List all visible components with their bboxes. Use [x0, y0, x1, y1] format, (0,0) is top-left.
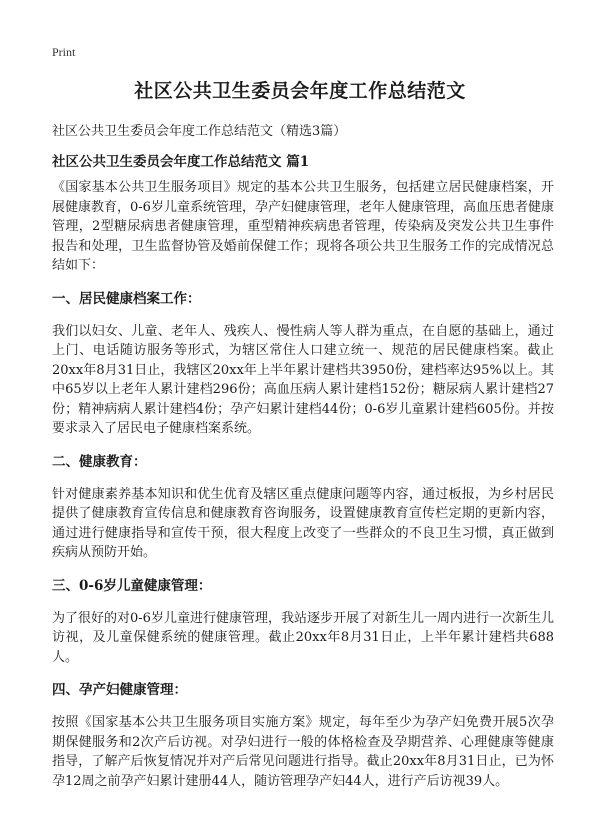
intro-paragraph: 《国家基本公共卫生服务项目》规定的基本公共卫生服务，包括建立居民健康档案，开展健康教育，0-6岁儿童系统管理，孕产妇健康管理，老年人健康管理，高血压患者健康管理，2型糖尿病患者健康管理，重型精神疾病患者管理，传染病及突发公共卫生事件报告和处理，卫生监督协管及婚前保健工作；现将各项公共卫生服务工作的完成情况总结如下：: [52, 180, 554, 273]
section-body-health-records: 我们以妇女、儿童、老年人、残疾人、慢性病人等人群为重点，在自愿的基础上，通过上门、电话随访服务等形式，为辖区常住人口建立统一、规范的居民健康档案。截止20xx年8月31日止，我辖区20xx年上半年累计建档共3950份，建档率达95%以上。其中65岁以上老年人累计建档296份；高血压病人累计建档152份；糖尿病人累计建档27份；精神病病人累计建档4份；孕产妇累计建档44份；0-6岁儿童累计建档605份。并按要求录入了居民电子健康档案系统。: [52, 323, 554, 436]
page-title: 社区公共卫生委员会年度工作总结范文: [134, 80, 466, 102]
article-body: [52, 178, 554, 805]
document-subtitle: 社区公共卫生委员会年度工作总结范文（精选3篇）: [52, 124, 347, 139]
print-link[interactable]: Print: [52, 45, 76, 59]
section-body-child-health: 为了很好的对0-6岁儿童进行健康管理，我站逐步开展了对新生儿一周内进行一次新生儿访视，及儿童保健系统的健康管理。截止20xx年8月31日止，上半年累计建档共688人。: [52, 610, 554, 665]
section-heading-child-health: 三、0-6岁儿童健康管理：: [52, 577, 212, 594]
article-title: 社区公共卫生委员会年度工作总结范文 篇1: [52, 154, 310, 170]
section-body-maternal-health: 按照《国家基本公共卫生服务项目实施方案》规定，每年至少为孕产妇免费开展5次孕期保健服务和2次产后访视。对孕妇进行一般的体格检查及孕期营养、心理健康等健康指导，了解产后恢复情况并对产后常见问题进行指导。截止20xx年8月31日止，已为怀孕12周之前孕产妇累计建册44人，随访管理孕产妇44人，进行产后访视39人。: [52, 715, 554, 789]
section-body-health-education: 针对健康素养基本知识和优生优育及辖区重点健康问题等内容，通过板报，为乡村居民提供了健康教育宣传信息和健康教育咨询服务，设置健康教育宣传栏定期的更新内容，通过进行健康指导和宣传干预，很大程度上改变了一些群众的不良卫生习惯，真正做到疾病从预防开始。: [52, 486, 554, 560]
section-heading-health-records: 一、居民健康档案工作：: [52, 290, 201, 307]
section-heading-health-education: 二、健康教育：: [52, 453, 147, 470]
section-heading-maternal-health: 四、孕产妇健康管理：: [52, 682, 187, 698]
